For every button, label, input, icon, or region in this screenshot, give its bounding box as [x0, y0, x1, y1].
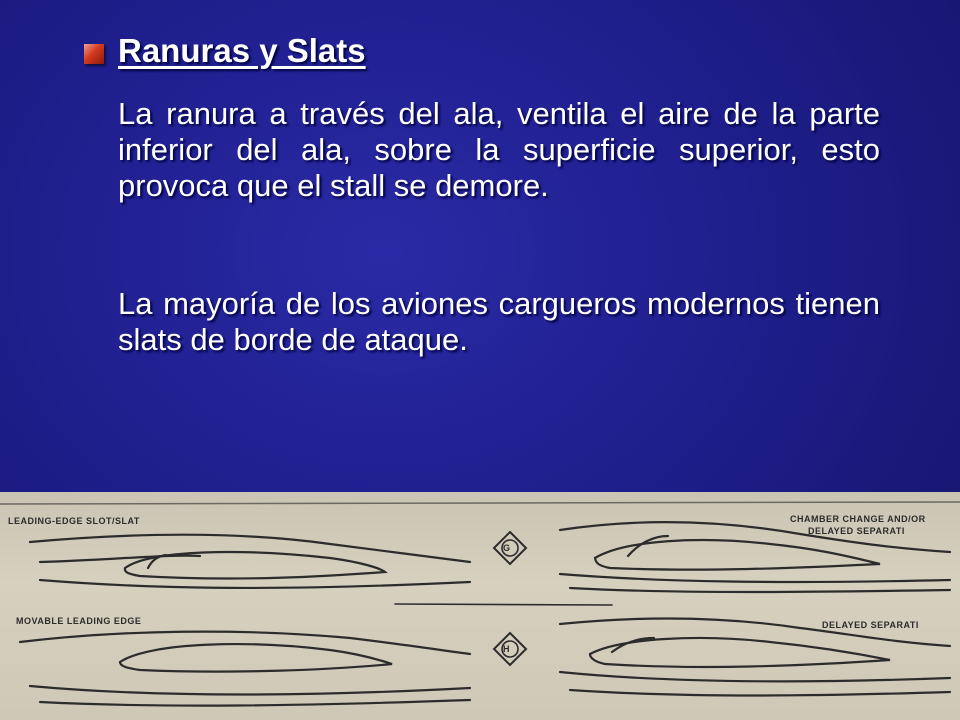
paragraph-cargo-slats: La mayoría de los aviones cargueros modernos tienen slats de borde de ataque. [118, 286, 880, 357]
label-leading-edge-slot: LEADING-EDGE SLOT/SLAT [8, 516, 140, 526]
airfoil-movable-leading-edge [20, 632, 470, 706]
airfoil-diagram [0, 492, 960, 720]
label-movable-leading-edge: MOVABLE LEADING EDGE [16, 616, 142, 626]
badge-letter-g: G [503, 543, 511, 553]
airfoil-slot-slat [30, 535, 470, 588]
badge-letter-h: H [503, 644, 510, 654]
frame-line-top [0, 502, 960, 504]
separator-line [395, 604, 612, 605]
label-delayed-separation-bottom: DELAYED SEPARATI [822, 620, 919, 630]
label-chamber-change: CHAMBER CHANGE AND/OR [790, 514, 926, 524]
label-delayed-separation-top: DELAYED SEPARATI [808, 526, 905, 536]
paragraph-slot-description: La ranura a través del ala, ventila el aire de la parte inferior del ala, sobre la superficie superior, esto provoca que el stall se demore. [118, 96, 880, 203]
badge-diamond-h [494, 633, 526, 665]
bullet-square-icon [84, 44, 104, 64]
slide-title: Ranuras y Slats [118, 32, 366, 69]
